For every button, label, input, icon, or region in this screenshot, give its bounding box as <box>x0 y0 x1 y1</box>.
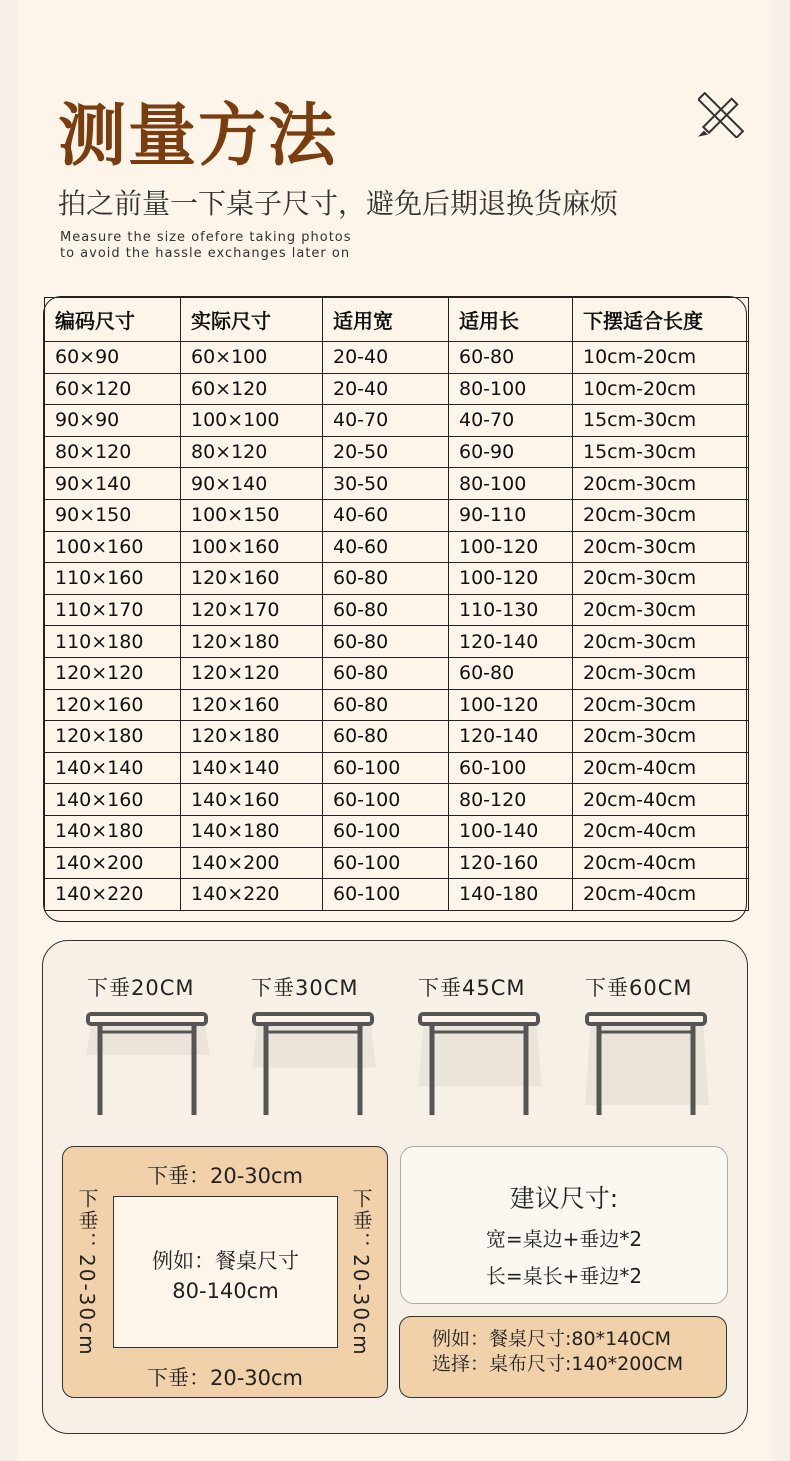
table-cell: 100-120 <box>449 563 573 595</box>
table-cell: 90×150 <box>45 499 181 531</box>
table-cell: 30-50 <box>323 468 449 500</box>
table-cell: 20cm-30cm <box>573 468 749 500</box>
choice-line-2: 选择：桌布尺寸:140*200CM <box>432 1353 684 1375</box>
table-cell: 60×120 <box>45 373 181 405</box>
table-cell: 60-80 <box>323 626 449 658</box>
table-cell: 120×180 <box>181 721 323 753</box>
table-cell: 10cm-20cm <box>573 373 749 405</box>
table-row <box>45 342 749 374</box>
table-cell: 90×90 <box>45 405 181 437</box>
example-inner-line-1: 例如：餐桌尺寸 <box>152 1249 299 1273</box>
page-title: 测量方法 <box>58 97 339 176</box>
table-row <box>45 815 749 847</box>
table-cell: 140×200 <box>181 847 323 879</box>
table-cell: 60-80 <box>449 342 573 374</box>
table-row <box>45 531 749 563</box>
table-cell: 120-140 <box>449 721 573 753</box>
table-cell: 20cm-30cm <box>573 657 749 689</box>
choice-line-1: 例如：餐桌尺寸:80*140CM <box>432 1328 672 1350</box>
example-drop-top: 下垂：20-30cm <box>146 1164 304 1188</box>
ruler-pencil-icon <box>698 92 744 138</box>
table-cell: 60-100 <box>449 752 573 784</box>
table-cell: 60-100 <box>323 847 449 879</box>
table-cell: 140×160 <box>45 784 181 816</box>
table-drop-45-figure <box>410 1010 550 1120</box>
example-drop-bottom: 下垂：20-30cm <box>146 1366 304 1390</box>
table-cell: 60×90 <box>45 342 181 374</box>
table-cell: 20cm-30cm <box>573 626 749 658</box>
table-cell: 120×160 <box>181 689 323 721</box>
table-cell: 140×200 <box>45 847 181 879</box>
width-formula: 宽=桌边+垂边*2 <box>485 1227 643 1251</box>
table-header-cell: 下摆适合长度 <box>573 298 749 342</box>
drop-label-30: 下垂30CM <box>251 976 359 1000</box>
table-top <box>254 1014 372 1024</box>
table-cell: 20cm-40cm <box>573 752 749 784</box>
table-cell: 100×100 <box>181 405 323 437</box>
table-cell: 120×120 <box>181 657 323 689</box>
table-cell: 20cm-30cm <box>573 563 749 595</box>
example-inner-line-2: 80-140cm <box>172 1279 279 1303</box>
table-cell: 140×220 <box>181 879 323 911</box>
table-cell: 120×160 <box>45 689 181 721</box>
length-formula: 长=桌长+垂边*2 <box>485 1264 643 1288</box>
table-row <box>45 626 749 658</box>
table-drop-20-figure <box>78 1010 218 1120</box>
table-cell: 80-120 <box>449 784 573 816</box>
table-cell: 60-80 <box>323 689 449 721</box>
table-row <box>45 752 749 784</box>
table-cell: 60-100 <box>323 752 449 784</box>
table-cell: 110×170 <box>45 594 181 626</box>
table-cell: 15cm-30cm <box>573 405 749 437</box>
table-top <box>88 1014 206 1024</box>
table-cell: 120-160 <box>449 847 573 879</box>
table-cell: 60×120 <box>181 373 323 405</box>
suggested-size-box <box>400 1146 728 1304</box>
table-row <box>45 784 749 816</box>
table-row <box>45 499 749 531</box>
table-cell: 60-80 <box>323 563 449 595</box>
table-cell: 120×180 <box>181 626 323 658</box>
table-row <box>45 468 749 500</box>
table-row <box>45 594 749 626</box>
table-cell: 60-100 <box>323 879 449 911</box>
table-cell: 140×180 <box>45 815 181 847</box>
table-cell: 80×120 <box>181 436 323 468</box>
table-cell: 100-120 <box>449 689 573 721</box>
drop-label-60: 下垂60CM <box>585 976 693 1000</box>
table-top <box>587 1014 705 1024</box>
table-row <box>45 847 749 879</box>
table-header-row <box>45 298 749 342</box>
table-cell: 60-90 <box>449 436 573 468</box>
table-cell: 20cm-30cm <box>573 689 749 721</box>
table-cell: 60-80 <box>449 657 573 689</box>
table-cell: 20cm-40cm <box>573 815 749 847</box>
table-cell: 90-110 <box>449 499 573 531</box>
table-drop-60-figure <box>577 1010 717 1120</box>
table-header-cell: 适用长 <box>449 298 573 342</box>
english-line-2: to avoid the hassle exchanges later on <box>60 246 351 261</box>
table-cell: 60-80 <box>323 721 449 753</box>
table-cell: 20cm-30cm <box>573 499 749 531</box>
table-cell: 140-180 <box>449 879 573 911</box>
table-cell: 20cm-40cm <box>573 879 749 911</box>
table-row <box>45 373 749 405</box>
table-cell: 20cm-30cm <box>573 531 749 563</box>
tablecloth <box>418 1018 542 1086</box>
choice-example-box <box>399 1316 727 1398</box>
table-cell: 140×140 <box>45 752 181 784</box>
table-cell: 15cm-30cm <box>573 436 749 468</box>
table-drop-30-figure <box>244 1010 384 1120</box>
size-table <box>44 297 749 911</box>
table-cell: 60×100 <box>181 342 323 374</box>
drop-label-20: 下垂20CM <box>87 976 195 1000</box>
table-cell: 90×140 <box>181 468 323 500</box>
table-cell: 20-40 <box>323 342 449 374</box>
table-header-cell: 适用宽 <box>323 298 449 342</box>
table-cell: 100-140 <box>449 815 573 847</box>
table-row <box>45 657 749 689</box>
table-cell: 10cm-20cm <box>573 342 749 374</box>
table-row <box>45 436 749 468</box>
table-cell: 20-50 <box>323 436 449 468</box>
table-cell: 110-130 <box>449 594 573 626</box>
table-cell: 20cm-40cm <box>573 784 749 816</box>
table-row <box>45 721 749 753</box>
table-cell: 120×160 <box>181 563 323 595</box>
table-cell: 80-100 <box>449 373 573 405</box>
table-cell: 100-120 <box>449 531 573 563</box>
example-table-size <box>113 1246 338 1306</box>
table-cell: 140×140 <box>181 752 323 784</box>
example-drop-right: 下垂：20-30cm <box>349 1188 373 1357</box>
table-cell: 120-140 <box>449 626 573 658</box>
table-cell: 80-100 <box>449 468 573 500</box>
table-cell: 140×180 <box>181 815 323 847</box>
english-subtitle <box>60 230 352 262</box>
table-cell: 60-80 <box>323 657 449 689</box>
table-row <box>45 689 749 721</box>
table-cell: 20cm-30cm <box>573 594 749 626</box>
table-cell: 60-100 <box>323 784 449 816</box>
table-cell: 110×160 <box>45 563 181 595</box>
table-top <box>420 1014 538 1024</box>
table-cell: 60-100 <box>323 815 449 847</box>
table-row <box>45 563 749 595</box>
table-cell: 20cm-40cm <box>573 847 749 879</box>
subtitle: 拍之前量一下桌子尺寸，避免后期退换货麻烦 <box>58 187 619 220</box>
table-cell: 120×170 <box>181 594 323 626</box>
table-cell: 40-60 <box>323 499 449 531</box>
suggest-title: 建议尺寸: <box>509 1184 619 1213</box>
table-cell: 20cm-30cm <box>573 721 749 753</box>
english-line-1: Measure the size ofefore taking photos <box>60 230 352 245</box>
table-cell: 140×220 <box>45 879 181 911</box>
drop-label-45: 下垂45CM <box>418 976 526 1000</box>
table-cell: 100×160 <box>45 531 181 563</box>
example-drop-left: 下垂：20-30cm <box>75 1188 99 1357</box>
table-cell: 80×120 <box>45 436 181 468</box>
table-body <box>45 342 749 911</box>
table-header-cell: 编码尺寸 <box>45 298 181 342</box>
table-cell: 40-70 <box>449 405 573 437</box>
table-cell: 40-70 <box>323 405 449 437</box>
table-cell: 120×180 <box>45 721 181 753</box>
table-row <box>45 879 749 911</box>
table-header-cell: 实际尺寸 <box>181 298 323 342</box>
table-cell: 110×180 <box>45 626 181 658</box>
table-cell: 140×160 <box>181 784 323 816</box>
table-cell: 90×140 <box>45 468 181 500</box>
table-cell: 40-60 <box>323 531 449 563</box>
table-cell: 100×150 <box>181 499 323 531</box>
table-row <box>45 405 749 437</box>
table-cell: 60-80 <box>323 594 449 626</box>
table-cell: 100×160 <box>181 531 323 563</box>
table-cell: 120×120 <box>45 657 181 689</box>
table-cell: 20-40 <box>323 373 449 405</box>
